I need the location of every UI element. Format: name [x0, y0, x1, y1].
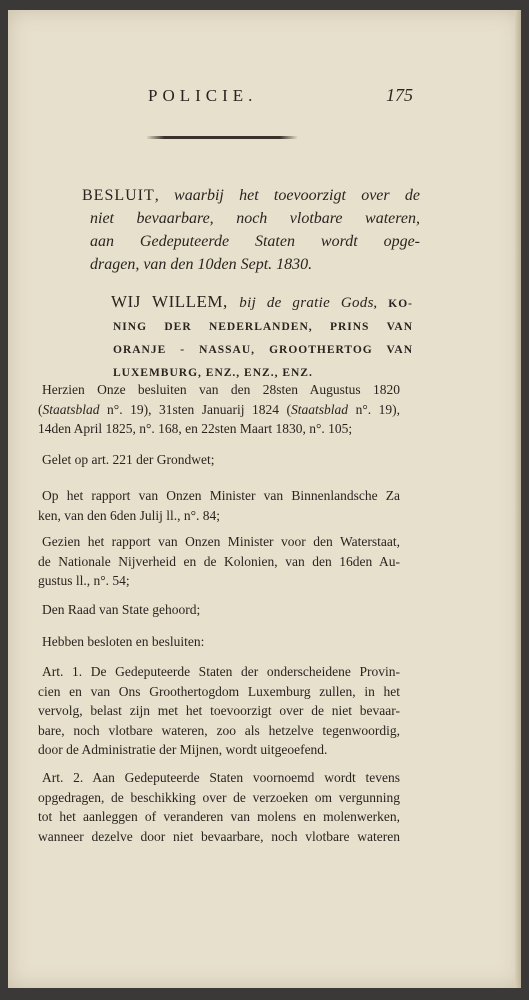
- preamble-line-4: LUXEMBURG, ENZ., ENZ., ENZ.: [113, 367, 313, 379]
- gelet-line: Gelet op art. 221 der Grondwet;: [42, 452, 215, 467]
- decree-title: [82, 184, 420, 276]
- art2-line-2: opgedragen, de beschikking over de verzoeken om vergunning: [38, 789, 400, 805]
- title-line-4: dragen, van den 10den Sept. 1830.: [90, 256, 313, 273]
- art1-line-1: Art. 1. De Gedeputeerde Staten der onderscheidene Provin-: [42, 664, 400, 679]
- herzien-line-3: 14den April 1825, n°. 168, en 22sten Maart 1830, n°. 105;: [38, 421, 353, 436]
- paragraph-rapport: [38, 486, 400, 525]
- paragraph-gelet: [38, 450, 400, 470]
- art2-line-4: wanneer dezelve door niet bevaarbare, noch vlotbare wateren: [38, 828, 400, 844]
- paragraph-raad: [38, 600, 400, 620]
- herzien-line-2-mid: n°. 19), 31sten Januarij 1824 (: [99, 401, 292, 417]
- art2-line-3: tot het aanleggen of veranderen van molens en molenwerken,: [38, 809, 400, 824]
- staatsblad-ref: Staatsblad: [42, 401, 100, 417]
- art1-line-3: vervolg, belast zijn met het toevoorzigt over de niet bevaar-: [38, 703, 400, 718]
- title-line-1-rest: , waarbij het toevoorzigt over de: [154, 187, 420, 204]
- preamble-line-3: ORANJE - NASSAU, GROOTHERTOG VAN: [113, 344, 413, 356]
- rapport-line-2: ken, van den 6den Julij ll., n°. 84;: [38, 507, 220, 523]
- preamble-line-2: NING DER NEDERLANDEN, PRINS VAN: [113, 321, 413, 333]
- title-line-2: niet bevaarbare, noch vlotbare wateren,: [90, 210, 420, 227]
- gezien-line-2: de Nationale Nijverheid en de Kolonien, van den 16den Au-: [38, 553, 400, 569]
- gezien-line-1: Gezien het rapport van Onzen Minister voor den Waterstaat,: [42, 534, 400, 549]
- staatsblad-ref: Staatsblad: [291, 401, 349, 417]
- raad-line: Den Raad van State gehoord;: [42, 602, 201, 617]
- preamble-line-1: [111, 290, 413, 316]
- paragraph-hebben: [38, 632, 400, 652]
- ornamental-rule: [146, 136, 298, 139]
- besluit-word: BESLUIT: [82, 187, 155, 204]
- herzien-line-1: Herzien Onze besluiten van den 28sten Augustus 1820: [42, 382, 400, 397]
- hebben-line: Hebben besloten en besluiten:: [42, 634, 205, 649]
- herzien-line-2: [38, 400, 400, 420]
- article-2: [38, 768, 400, 846]
- paren-open: (: [38, 401, 43, 417]
- page-edge: [515, 10, 521, 988]
- page-number: 175: [386, 85, 413, 105]
- article-1: [38, 662, 400, 760]
- art2-line-1: Art. 2. Aan Gedeputeerde Staten voornoemd wordt tevens: [42, 770, 400, 785]
- art1-line-5: door de Administratie der Mijnen, wordt uitgeoefend.: [38, 742, 328, 757]
- by-grace: bij de gratie Gods: [239, 295, 374, 311]
- herzien-line-2-end: n°. 19),: [348, 401, 400, 417]
- rapport-line-1: Op het rapport van Onzen Minister van Binnenlandsche Za: [42, 488, 400, 503]
- title-line-3: aan Gedeputeerde Staten wordt opge-: [90, 233, 420, 250]
- gezien-line-3: gustus ll., n°. 54;: [38, 573, 130, 588]
- paragraph-gezien: [38, 532, 400, 591]
- preamble-line-1-rest: , KO-: [373, 298, 413, 310]
- art1-line-4: bare, noch vlotbare wateren, zoo als hetzelve tegenwoordig,: [38, 722, 400, 738]
- preamble-comma: ,: [223, 292, 240, 311]
- book-page: [8, 10, 521, 988]
- royal-preamble: [113, 290, 413, 385]
- title-line-1: [82, 184, 420, 207]
- paragraph-herzien: [38, 380, 400, 439]
- art1-line-2: cien en van Ons Groothertogdom Luxemburg zullen, in het: [38, 683, 400, 699]
- running-head: POLICIE.: [148, 86, 258, 105]
- wij-willem: WIJ WILLEM: [111, 292, 224, 311]
